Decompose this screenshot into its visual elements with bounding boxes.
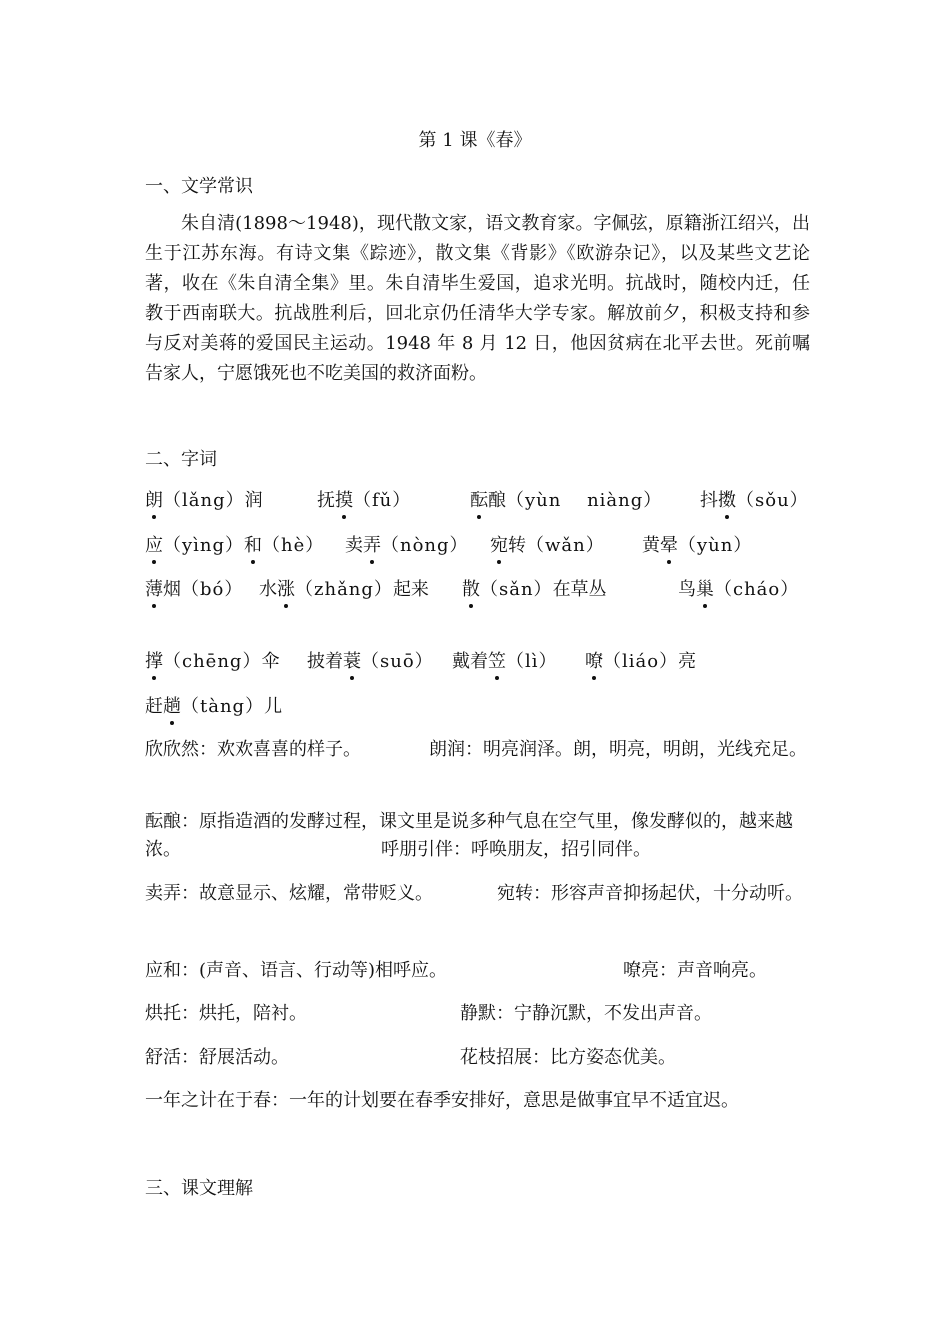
vocab-item: 应（yìng）和（hè） xyxy=(145,531,324,557)
author-paragraph: 朱自清(1898～1948)，现代散文家，语文教育家。字佩弦，原籍浙江绍兴，出生于江苏东海。有诗文集《踪迹》，散文集《背影》《欧游杂记》，以及某些文艺论著，收在《朱自清全集》里。朱自清毕生爱国，追求光明。抗战时，随校内迁，任教于西南联大。抗战胜利后，回北京仍任清华大学专家。解放前夕，积极支持和参与反对美蒋的爱国民主运动。1948 年 8 月 12 日，他因贫病在北平去世。死前嘱告家人，宁愿饿死也不吃美国的救济面粉。 xyxy=(145,213,810,384)
vocab-item: 撑（chēng）伞 xyxy=(145,647,279,673)
vocab-item: 薄烟（bó） xyxy=(145,575,243,601)
vocab-item: 散（sǎn）在草丛 xyxy=(462,575,607,601)
page-title: 第 1 课《春》 xyxy=(418,130,532,151)
section-heading-comprehension: 三、课文理解 xyxy=(145,1178,253,1199)
vocab-item: 戴着笠（lì） xyxy=(452,647,558,673)
vocab-item: 披着蓑（suō） xyxy=(307,647,434,673)
vocab-item: 酝酿（yùn niàng） xyxy=(470,486,662,512)
vocab-item: 宛转（wǎn） xyxy=(490,531,605,557)
vocab-item: 赶趟（tàng）儿 xyxy=(145,692,282,718)
definition-right: 静默：宁静沉默，不发出声音。 xyxy=(460,1003,712,1024)
vocab-item: 水涨（zhǎng）起来 xyxy=(259,575,429,601)
vocab-item: 朗（lǎng）润 xyxy=(145,486,263,512)
vocab-item: 鸟巢（cháo） xyxy=(678,575,799,601)
definition-left: 应和：(声音、语言、行动等)相呼应。 xyxy=(145,960,448,981)
section-heading-literature: 一、文学常识 xyxy=(145,176,253,197)
vocab-item: 嘹（liáo）亮 xyxy=(585,647,696,673)
definition-left: 舒活：舒展活动。 xyxy=(145,1047,289,1068)
definition-pair: 卖弄：故意显示、炫耀，常带贬义。 宛转：形容声音抑扬起伏，十分动听。 xyxy=(145,883,803,904)
vocab-item: 抖擞（sǒu） xyxy=(700,486,809,512)
section-heading-vocabulary: 二、字词 xyxy=(145,449,217,470)
vocab-item: 卖弄（nòng） xyxy=(345,531,469,557)
definition-pair: 酝酿：原指造酒的发酵过程，课文里是说多种气息在空气里，像发酵似的，越来越浓。 呼朋引伴：呼唤朋友，招引同伴。 xyxy=(145,811,793,860)
vocab-item: 黄晕（yùn） xyxy=(642,531,752,557)
definition-right: 花枝招展：比方姿态优美。 xyxy=(460,1047,676,1068)
definition-left: 一年之计在于春：一年的计划要在春季安排好，意思是做事宜早不适宜迟。 xyxy=(145,1090,739,1111)
vocab-item: 抚摸（fǔ） xyxy=(317,486,411,512)
definition-pair: 欣欣然：欢欢喜喜的样子。 朗润：明亮润泽。朗，明亮，明朗，光线充足。 xyxy=(145,739,807,760)
definition-right: 嘹亮：声音响亮。 xyxy=(623,960,767,981)
definition-left: 烘托：烘托，陪衬。 xyxy=(145,1003,307,1024)
